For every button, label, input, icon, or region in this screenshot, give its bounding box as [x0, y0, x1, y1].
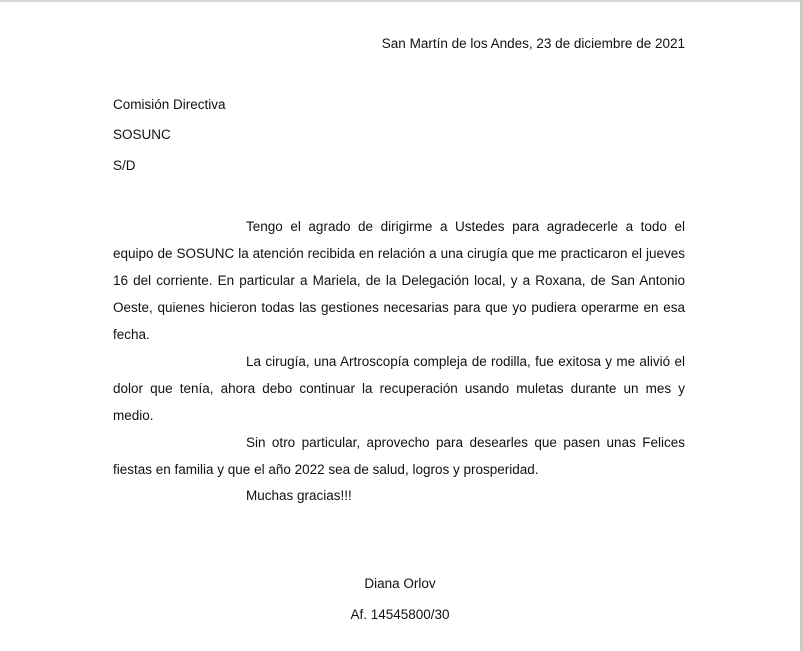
paragraph-1: Tengo el agrado de dirigirme a Ustedes para agradecerle a todo el equipo de SOSUNC la atención recibida en relación a una cirugía que me practicaron el jueves 16 del corriente. En particular a Mariela, de la Delegación local, y a Roxana, de San Antonio Oeste, quienes hicieron todas las gestiones necesarias para que yo pudiera operarme en esa fecha.	[113, 219, 685, 342]
signature-name: Diana Orlov	[364, 576, 436, 591]
date-line: San Martín de los Andes, 23 de diciembre de 2021	[381, 36, 685, 51]
signature-affiliate-number: Af. 14545800/30	[350, 607, 450, 622]
paragraph-2: La cirugía, una Artroscopía compleja de rodilla, fue exitosa y me alivió el dolor que tenía, ahora debo continuar la recuperación usando muletas durante un mes y medio.	[113, 354, 685, 423]
page-top-edge	[0, 0, 803, 2]
recipient-line-1: Comisión Directiva	[113, 97, 226, 112]
recipient-line-3: S/D	[113, 158, 136, 173]
recipient-line-2: SOSUNC	[113, 127, 171, 142]
paragraph-3: Sin otro particular, aprovecho para desearles que pasen unas Felices fiestas en familia y que el año 2022 sea de salud, logros y prosperidad.	[113, 435, 685, 477]
closing-line: Muchas gracias!!!	[246, 488, 352, 503]
